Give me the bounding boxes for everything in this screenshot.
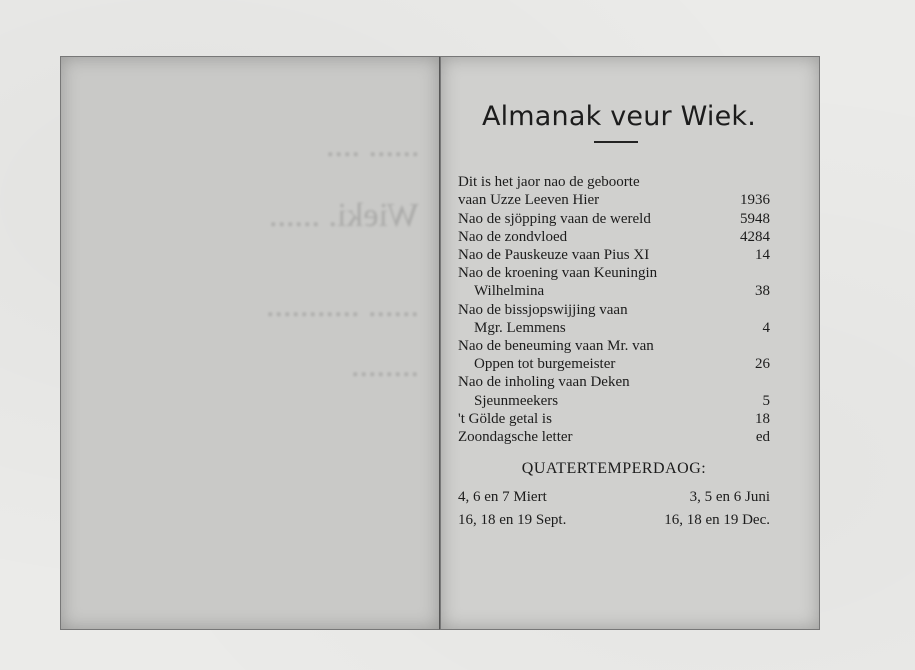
entry-label: Nao de kroening vaan Keuningin <box>458 265 658 282</box>
entry-value: 14 <box>755 247 770 264</box>
entry-row <box>458 282 770 300</box>
intro-text: Dit is het jaor nao de geboorte <box>458 174 640 191</box>
entry-row <box>458 191 770 209</box>
entry-row <box>458 210 770 228</box>
entry-row <box>458 246 770 264</box>
entry-row <box>458 301 770 319</box>
entry-label: Oppen tot burgemeister <box>474 356 616 373</box>
entry-value: ed <box>755 429 770 446</box>
entry-label: Nao de Pauskeuze vaan Pius XI <box>458 247 650 264</box>
entry-label: Nao de bissjopswijjing vaan <box>458 301 628 318</box>
page-title: Almanak veur Wiek. <box>481 101 757 132</box>
quatertemper-dates <box>458 488 770 528</box>
bleed-through-text <box>61 57 439 631</box>
entry-value: 38 <box>755 283 770 300</box>
bleed-line: ...... .... <box>325 127 419 164</box>
entry-label: Zoondagsche letter <box>458 429 573 446</box>
left-page <box>60 56 441 630</box>
almanac-content <box>458 101 770 533</box>
entries-list <box>458 191 770 446</box>
entry-row <box>458 228 770 246</box>
bleed-line: ...... ........... <box>266 287 419 324</box>
intro-line <box>458 173 770 191</box>
bleed-line: ........ <box>351 347 419 384</box>
entry-row <box>458 373 770 391</box>
entry-row <box>458 428 770 446</box>
entry-row <box>458 264 770 282</box>
entry-label: vaan Uzze Leeven Hier <box>458 192 600 209</box>
entry-label: Nao de sjöpping vaan de wereld <box>458 210 651 227</box>
entry-row <box>458 355 770 373</box>
entry-value: 26 <box>755 356 770 373</box>
date-left: 4, 6 en 7 Miert <box>458 489 547 506</box>
entry-label: Nao de beneuming vaan Mr. van <box>458 338 654 355</box>
entry-label: Nao de inholing vaan Deken <box>458 374 630 391</box>
date-left: 16, 18 en 19 Sept. <box>458 511 567 528</box>
date-right: 16, 18 en 19 Dec. <box>664 511 770 528</box>
quatertemper-title: QUATERTEMPERDAOG: <box>521 460 707 478</box>
date-right: 3, 5 en 6 Juni <box>689 489 770 506</box>
bleed-line: Wieki. ...... <box>269 197 419 234</box>
entry-value: 5948 <box>740 210 770 227</box>
entry-row <box>458 392 770 410</box>
date-row <box>458 511 770 529</box>
entry-value: 4 <box>762 319 770 336</box>
entry-label: Nao de zondvloed <box>458 228 568 245</box>
entry-label: 't Gölde getal is <box>458 410 552 427</box>
entry-row <box>458 319 770 337</box>
entry-value: 18 <box>755 410 770 427</box>
entry-row <box>458 337 770 355</box>
entry-value: 4284 <box>740 228 770 245</box>
entry-label: Mgr. Lemmens <box>474 319 566 336</box>
entry-label: Wilhelmina <box>474 283 545 300</box>
entry-row <box>458 410 770 428</box>
date-row <box>458 488 770 506</box>
entry-value: 5 <box>762 392 770 409</box>
title-divider <box>594 141 638 143</box>
entry-label: Sjeunmeekers <box>474 392 559 409</box>
entry-value: 1936 <box>740 192 770 209</box>
